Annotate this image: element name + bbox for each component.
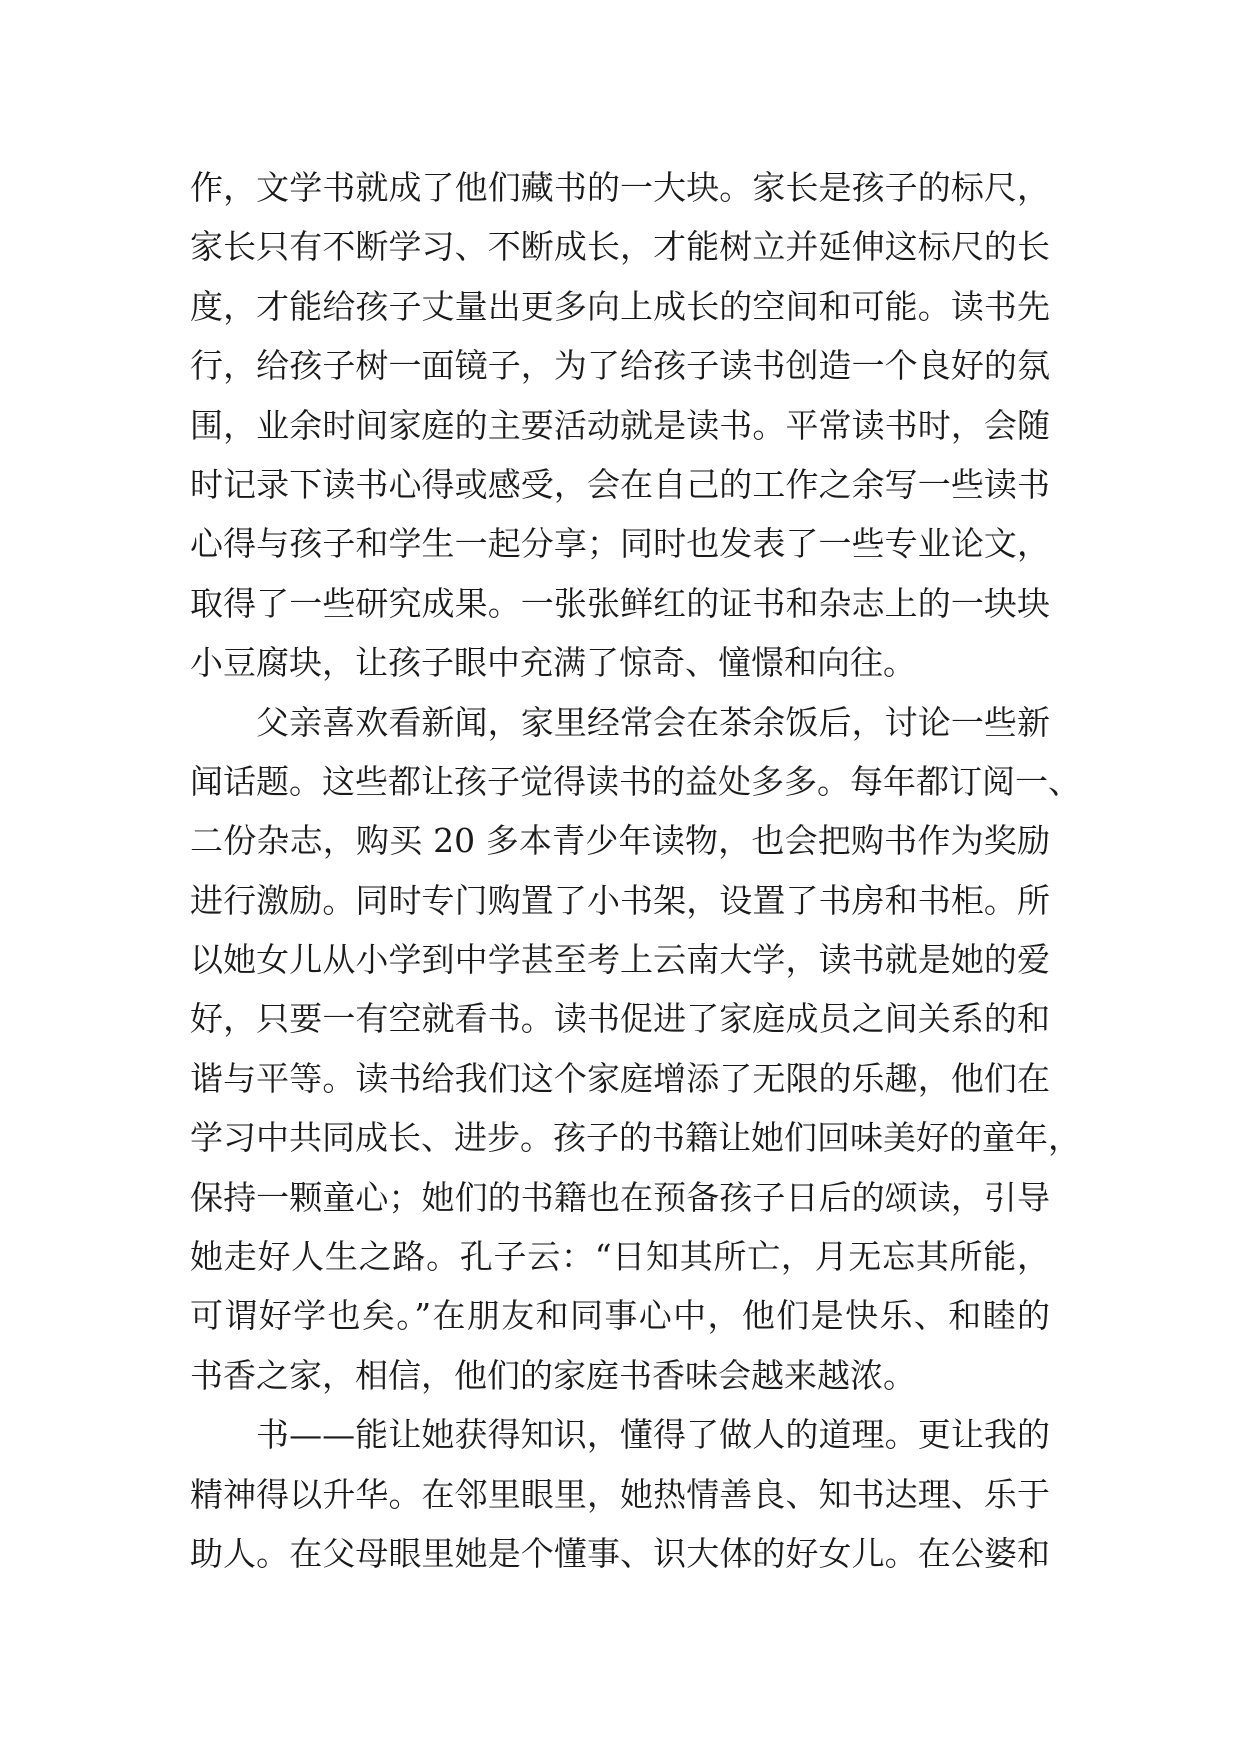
text-line: 学习中共同成长、进步。孩子的书籍让她们回味美好的童年， (190, 1118, 1081, 1158)
text-line: 谐与平等。读书给我们这个家庭增添了无限的乐趣，他们在 (190, 1058, 1050, 1098)
text-line: 度，才能给孩子丈量出更多向上成长的空间和可能。读书先 (190, 286, 1050, 326)
paragraph (190, 158, 1050, 693)
text-line: 取得了一些研究成果。一张张鲜红的证书和杂志上的一块块 (190, 583, 1050, 623)
paragraph (190, 1405, 1050, 1583)
text-line: 父亲喜欢看新闻，家里经常会在茶余饭后，讨论一些新 (256, 702, 1050, 742)
text-line: 作，文学书就成了他们藏书的一大块。家长是孩子的标尺， (190, 168, 1050, 207)
text-line: 保持一颗童心；她们的书籍也在预备孩子日后的颂读，引导 (190, 1177, 1050, 1217)
text-line: 书香之家，相信，他们的家庭书香味会越来越浓。 (190, 1355, 916, 1395)
text-line: 围，业余时间家庭的主要活动就是读书。平常读书时，会随 (190, 405, 1050, 445)
text-line: 二份杂志，购买 20 多本青少年读物，也会把购书作为奖励 (190, 821, 1050, 861)
body-text (190, 158, 1081, 1583)
text-line: 精神得以升华。在邻里眼里，她热情善良、知书达理、乐于 (190, 1474, 1050, 1514)
text-line: 小豆腐块，让孩子眼中充满了惊奇、憧憬和向往。 (190, 643, 916, 683)
text-line: 心得与孩子和学生一起分享；同时也发表了一些专业论文， (190, 524, 1050, 564)
text-line: 闻话题。这些都让孩子觉得读书的益处多多。每年都订阅一、 (190, 761, 1081, 801)
paragraph (190, 693, 1081, 1406)
text-line: 家长只有不断学习、不断成长，才能树立并延伸这标尺的长 (190, 227, 1050, 267)
text-line: 助人。在父母眼里她是个懂事、识大体的好女儿。在公婆和 (190, 1533, 1050, 1573)
text-line: 她走好人生之路。孔子云：“日知其所亡，月无忘其所能， (190, 1237, 1050, 1277)
text-line: 行，给孩子树一面镜子，为了给孩子读书创造一个良好的氛 (190, 346, 1050, 386)
text-line: 以她女儿从小学到中学甚至考上云南大学，读书就是她的爱 (190, 940, 1050, 980)
text-line: 时记录下读书心得或感受，会在自己的工作之余写一些读书 (190, 464, 1050, 504)
text-line: 进行激励。同时专门购置了小书架，设置了书房和书柜。所 (190, 880, 1050, 920)
text-line: 好，只要一有空就看书。读书促进了家庭成员之间关系的和 (190, 999, 1050, 1039)
text-line: 书——能让她获得知识，懂得了做人的道理。更让我的 (256, 1415, 1050, 1455)
text-line: 可谓好学也矣。”在朋友和同事心中，他们是快乐、和睦的 (190, 1296, 1050, 1336)
